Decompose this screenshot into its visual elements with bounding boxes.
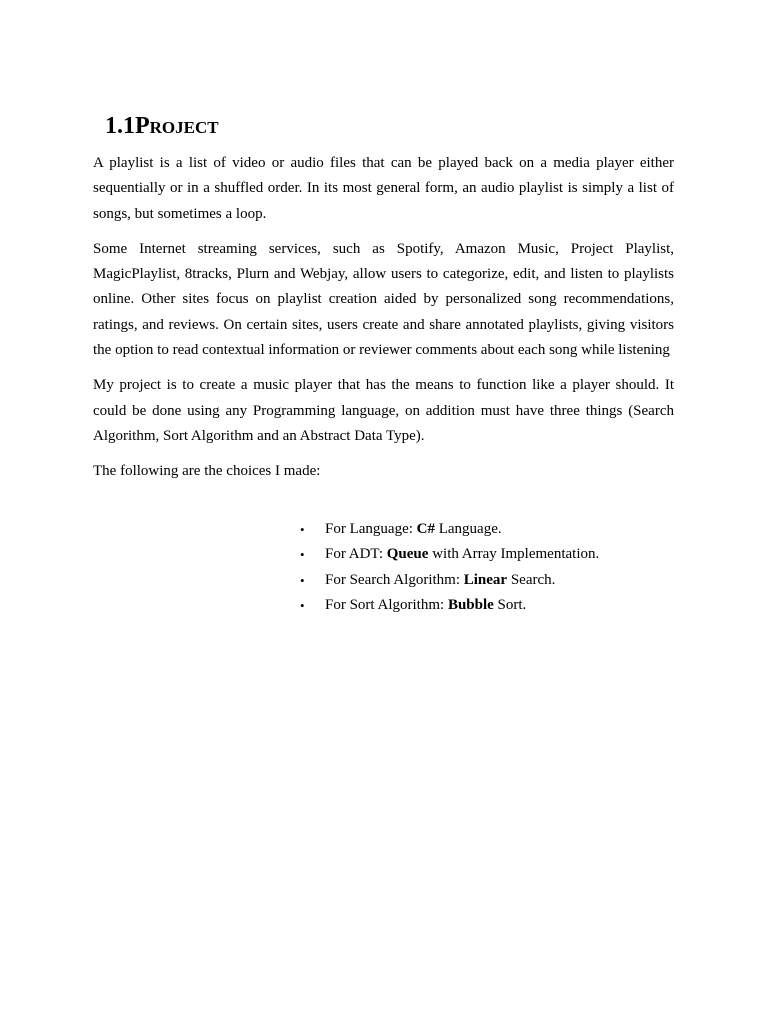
choice-suffix: Language.	[434, 521, 502, 537]
list-item	[300, 517, 599, 542]
choice-suffix: Sort.	[493, 596, 527, 613]
bullet-icon: •	[300, 572, 305, 588]
choice-prefix: For Sort Algorithm:	[325, 596, 448, 613]
list-item	[300, 593, 599, 618]
section-heading	[105, 111, 219, 141]
section-number: 1.1	[105, 113, 135, 139]
choice-bold: Queue	[386, 546, 429, 563]
list-item	[300, 568, 599, 593]
body-text	[93, 151, 674, 493]
section-title: Project	[135, 113, 219, 139]
choice-suffix: Search.	[507, 571, 556, 588]
paragraph: Some Internet streaming services, such as Spotify, Amazon Music, Project Playlist, MagicPlaylist, 8tracks, Plurn and Webjay, allow users to categorize, edit, and listen to playlists online. Other sites focus on playlist creation aided by personalized song recommendations, ratings, and reviews. On certain sites, users create and share annotated playlists, giving visitors the option to read contextual information or reviewer comments about each song while listening	[93, 240, 674, 359]
choices-list	[300, 517, 599, 618]
paragraph: The following are the choices I made:	[93, 463, 321, 480]
choice-prefix: For ADT:	[325, 546, 387, 563]
bullet-icon: •	[300, 597, 305, 613]
choice-suffix: with Array Implementation.	[428, 546, 600, 563]
choice-bold: C#	[416, 521, 435, 537]
choice-bold: Bubble	[447, 596, 494, 613]
list-item	[300, 542, 599, 567]
paragraph: A playlist is a list of video or audio files that can be played back on a media player either sequentially or in a shuffled order. In its most general form, an audio playlist is simply a list of songs, but sometimes a loop.	[93, 155, 674, 222]
choice-prefix: For Search Algorithm:	[325, 571, 464, 588]
choice-bold: Linear	[463, 571, 508, 588]
choice-prefix: For Language:	[325, 521, 417, 537]
bullet-icon: •	[300, 547, 305, 563]
paragraph: My project is to create a music player that has the means to function like a player should. It could be done using any Programming language, on addition must have three things (Search Algorithm, Sort Algorithm and an Abstract Data Type).	[93, 377, 674, 444]
bullet-icon: •	[300, 522, 305, 537]
